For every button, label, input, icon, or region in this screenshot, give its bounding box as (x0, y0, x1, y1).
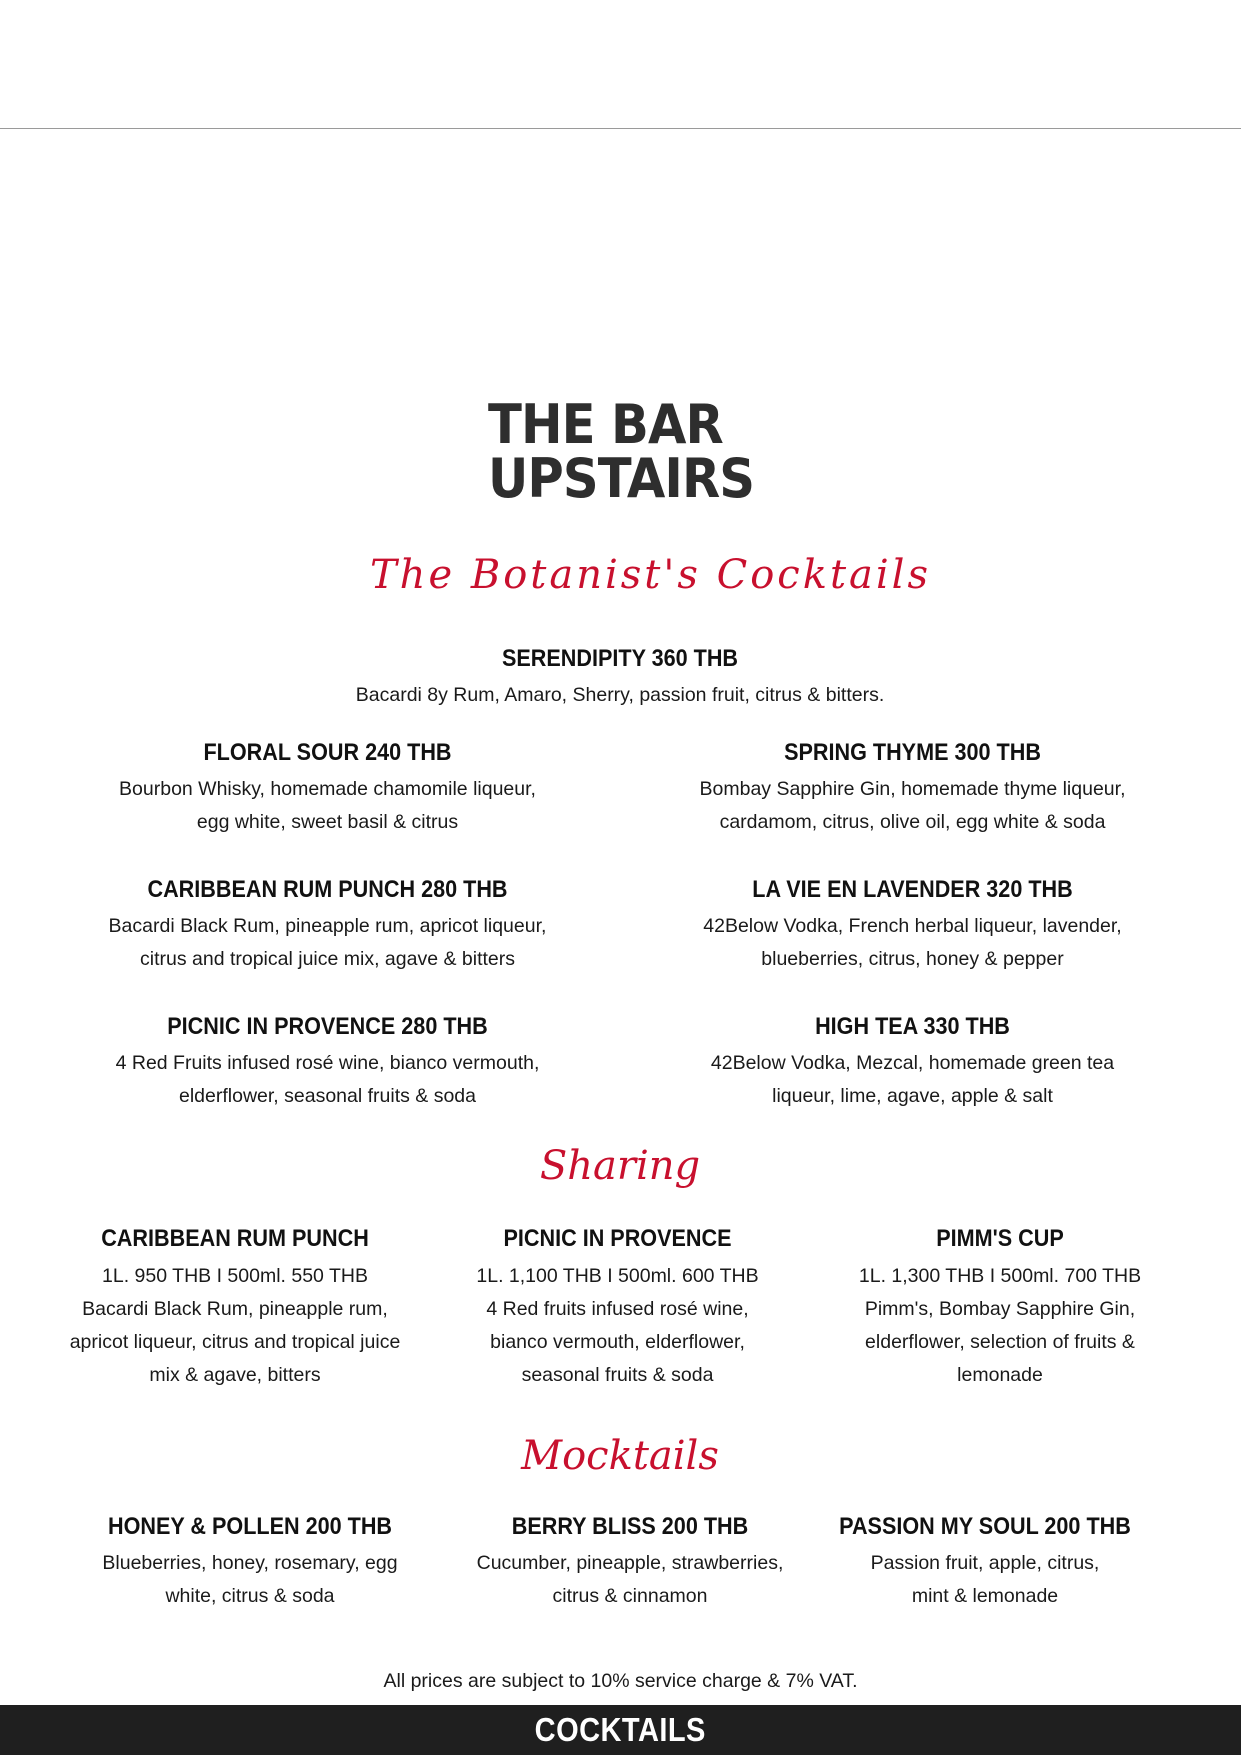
menu-item-serendipity (270, 645, 970, 712)
item-description: white, citrus & soda (165, 1585, 335, 1607)
section-title-botanist: The Botanist's Cocktails (370, 552, 931, 598)
mocktail-item-honey-and-pollen (60, 1513, 440, 1613)
sharing-item-picnic-in-provence (430, 1225, 805, 1392)
menu-item-la-vie-en-lavender (645, 876, 1180, 976)
item-description: bianco vermouth, elderflower, (490, 1331, 745, 1353)
item-name: SPRING THYME 300 THB (784, 739, 1041, 766)
item-description: Cucumber, pineapple, strawberries, (476, 1552, 784, 1574)
item-description: seasonal fruits & soda (521, 1364, 714, 1386)
item-name: CARIBBEAN RUM PUNCH 280 THB (147, 876, 508, 903)
item-description: 42Below Vodka, French herbal liqueur, lavender, (703, 915, 1122, 937)
sharing-item-pimms-cup (810, 1225, 1190, 1392)
footer-label: COCKTAILS (534, 1711, 707, 1748)
item-name: CARIBBEAN RUM PUNCH (101, 1225, 369, 1252)
item-description: Passion fruit, apple, citrus, (870, 1552, 1100, 1574)
menu-item-spring-thyme (645, 739, 1180, 839)
item-sizes: 1L. 950 THB I 500ml. 550 THB (102, 1265, 368, 1287)
item-name: PICNIC IN PROVENCE (503, 1225, 732, 1252)
item-description: blueberries, citrus, honey & pepper (761, 948, 1064, 970)
item-name: PIMM'S CUP (936, 1225, 1064, 1252)
item-description: 4 Red fruits infused rosé wine, (486, 1298, 749, 1320)
item-sizes: 1L. 1,100 THB I 500ml. 600 THB (476, 1265, 759, 1287)
menu-item-floral-sour (60, 739, 595, 839)
item-description: egg white, sweet basil & citrus (196, 811, 459, 833)
item-description: Bombay Sapphire Gin, homemade thyme liqueur, (699, 778, 1126, 800)
item-description: Bourbon Whisky, homemade chamomile liqueur, (119, 778, 536, 800)
item-description: mix & agave, bitters (149, 1364, 321, 1386)
item-description: citrus & cinnamon (552, 1585, 708, 1607)
item-name: LA VIE EN LAVENDER 320 THB (752, 876, 1073, 903)
item-description: 42Below Vodka, Mezcal, homemade green tea (710, 1052, 1115, 1074)
item-description: cardamom, citrus, olive oil, egg white & soda (719, 811, 1106, 833)
item-description: apricot liqueur, citrus and tropical juice (69, 1331, 401, 1353)
mocktail-item-berry-bliss (440, 1513, 820, 1613)
item-description: liqueur, lime, agave, apple & salt (772, 1085, 1053, 1107)
item-description: Bacardi Black Rum, pineapple rum, (82, 1298, 388, 1320)
item-description: Blueberries, honey, rosemary, egg (102, 1552, 398, 1574)
pricing-note: All prices are subject to 10% service charge & 7% VAT. (383, 1670, 858, 1692)
brand-logo (488, 393, 778, 510)
item-name: PASSION MY SOUL 200 THB (839, 1513, 1131, 1540)
item-description: citrus and tropical juice mix, agave & bitters (140, 948, 515, 970)
item-name: PICNIC IN PROVENCE 280 THB (167, 1013, 488, 1040)
item-name: BERRY BLISS 200 THB (511, 1513, 749, 1540)
item-name: HONEY & POLLEN 200 THB (107, 1513, 393, 1540)
item-description: elderflower, seasonal fruits & soda (179, 1085, 476, 1107)
section-title-mocktails: Mocktails (521, 1433, 719, 1479)
item-sizes: 1L. 1,300 THB I 500ml. 700 THB (858, 1265, 1142, 1287)
item-description: Bacardi Black Rum, pineapple rum, apricot liqueur, (108, 915, 547, 937)
brand-line-2: UPSTAIRS (488, 447, 755, 510)
mocktail-item-passion-my-soul (795, 1513, 1175, 1613)
item-name: FLORAL SOUR 240 THB (203, 739, 452, 766)
item-description: Bacardi 8y Rum, Amaro, Sherry, passion fruit, citrus & bitters. (355, 684, 885, 706)
menu-item-caribbean-rum-punch (60, 876, 595, 976)
footer-banner (0, 1705, 1241, 1755)
item-description: elderflower, selection of fruits & (865, 1331, 1135, 1353)
brand-line-1: THE BAR (488, 393, 723, 456)
menu-item-picnic-in-provence (60, 1013, 595, 1113)
item-description: 4 Red Fruits infused rosé wine, bianco vermouth, (115, 1052, 540, 1074)
item-name: SERENDIPITY 360 THB (501, 645, 739, 672)
item-description: Pimm's, Bombay Sapphire Gin, (864, 1298, 1136, 1320)
sharing-item-caribbean-rum-punch (40, 1225, 430, 1392)
menu-item-high-tea (645, 1013, 1180, 1113)
top-divider (0, 128, 1241, 129)
item-name: HIGH TEA 330 THB (815, 1013, 1010, 1040)
item-description: lemonade (957, 1364, 1043, 1386)
section-title-sharing: Sharing (539, 1143, 701, 1189)
item-description: mint & lemonade (911, 1585, 1059, 1607)
